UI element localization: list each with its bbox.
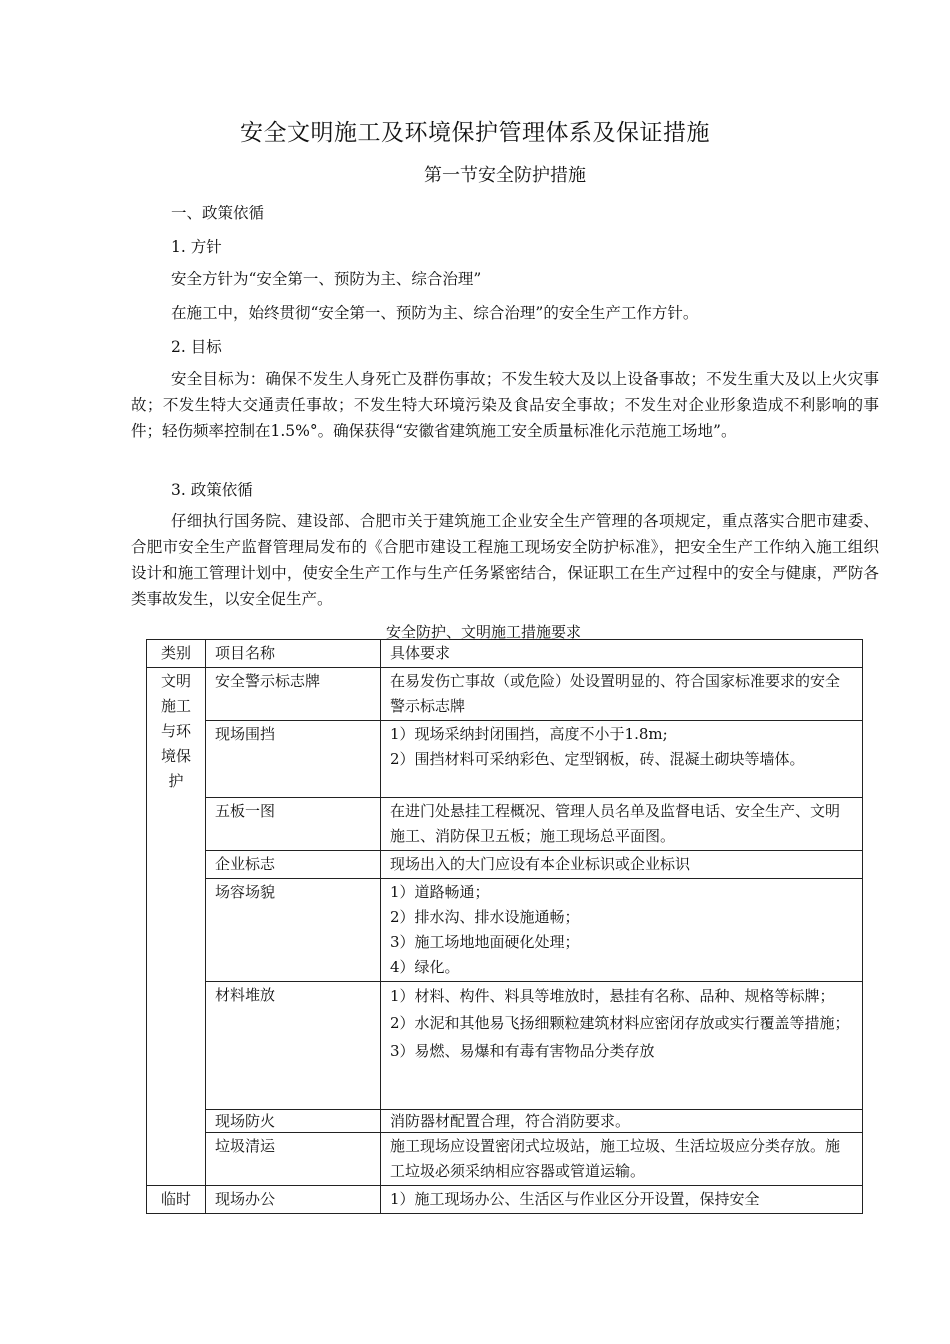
heading-policy-basis: 一、政策依循	[171, 204, 265, 222]
table-caption: 安全防护、文明施工措施要求	[386, 623, 582, 641]
heading-basis: 3. 政策依循	[171, 481, 253, 499]
section-title: 第一节安全防护措施	[424, 165, 586, 186]
measures-table	[146, 639, 863, 1214]
table-row	[147, 1110, 863, 1133]
requirement-line: 2）围挡材料可采纳彩色、定型钢板，砖、混凝土砌块等墙体。	[390, 750, 805, 768]
requirement	[381, 851, 863, 879]
table-row	[147, 668, 863, 721]
table-row	[147, 879, 863, 982]
header-category: 类别	[147, 640, 206, 668]
requirement-line: 1）道路畅通；	[390, 883, 490, 901]
requirement-line: 1）现场采纳封闭围挡，高度不小于1.8m;	[390, 725, 668, 743]
item-name: 场容场貌	[206, 879, 381, 982]
requirement	[381, 1186, 863, 1214]
table-row	[147, 851, 863, 879]
category-civilized-construction	[147, 668, 206, 1186]
requirement-line: 消防器材配置合理，符合消防要求。	[390, 1112, 631, 1130]
document-title: 安全文明施工及环境保护管理体系及保证措施	[240, 120, 710, 146]
requirement-line: 在易发伤亡事故（或危险）处设置明显的、符合国家标准要求的安全警示标志牌	[390, 672, 841, 715]
category-temporary: 临时	[147, 1186, 206, 1214]
table-row	[147, 982, 863, 1110]
header-requirement: 具体要求	[381, 640, 863, 668]
requirement-line: 施工现场应设置密闭式垃圾站，施工垃圾、生活垃圾应分类存放。施工垃圾必须采纳相应容器或管道运输。	[390, 1137, 841, 1180]
goal-paragraph: 安全目标为：确保不发生人身死亡及群伤事故；不发生较大及以上设备事故；不发生重大及以上火灾事故；不发生特大交通责任事故；不发生特大环境污染及食品安全事故；不发生对企业形象造成不利影响的事件；轻伤频率控制在1.5%°。确保获得“安徽省建筑施工安全质量标准化示范施工场地”。	[131, 370, 879, 440]
category-line: 施工	[160, 697, 191, 715]
category-line: 护	[168, 772, 184, 790]
category-line: 文明	[160, 672, 191, 690]
category-line: 与环	[160, 722, 191, 740]
category-line: 境保	[160, 747, 191, 765]
requirement-line: 现场出入的大门应设有本企业标识或企业标识	[390, 855, 691, 873]
requirement-line: 4）绿化。	[390, 958, 460, 976]
table-row	[147, 1186, 863, 1214]
table-row	[147, 798, 863, 851]
table-row	[147, 1133, 863, 1186]
requirement	[381, 798, 863, 851]
requirement-line: 2）水泥和其他易飞扬细颗粒建筑材料应密闭存放或实行覆盖等措施；	[390, 1014, 850, 1032]
item-name: 安全警示标志牌	[206, 668, 381, 721]
requirement	[381, 721, 863, 798]
item-name: 材料堆放	[206, 982, 381, 1110]
requirement	[381, 879, 863, 982]
item-name: 现场防火	[206, 1110, 381, 1133]
basis-paragraph: 仔细执行国务院、建设部、合肥市关于建筑施工企业安全生产管理的各项规定，重点落实合肥市建委、合肥市安全生产监督管理局发布的《合肥市建设工程施工现场安全防护标准》，把安全生产工作纳入施工组织设计和施工管理计划中，使安全生产工作与生产任务紧密结合，保证职工在生产过程中的安全与健康，严防各类事故发生，以安全促生产。	[131, 512, 879, 608]
heading-policy: 1. 方针	[171, 238, 222, 256]
policy-paragraph-2: 在施工中，始终贯彻“安全第一、预防为主、综合治理”的安全生产工作方针。	[171, 304, 699, 322]
requirement-line: 1）施工现场办公、生活区与作业区分开设置，保持安全	[390, 1190, 760, 1208]
requirement	[381, 982, 863, 1110]
requirement-line: 在进门处悬挂工程概况、管理人员名单及监督电话、安全生产、文明施工、消防保卫五板；施工现场总平面图。	[390, 802, 841, 845]
item-name: 企业标志	[206, 851, 381, 879]
item-name: 五板一图	[206, 798, 381, 851]
table-header-row	[147, 640, 863, 668]
header-item: 项目名称	[206, 640, 381, 668]
requirement	[381, 1133, 863, 1186]
requirement-line: 3）易燃、易爆和有毒有害物品分类存放	[390, 1042, 655, 1059]
item-name: 现场办公	[206, 1186, 381, 1214]
item-name: 垃圾清运	[206, 1133, 381, 1186]
requirement-line: 3）施工场地地面硬化处理；	[390, 933, 580, 951]
heading-goal: 2. 目标	[171, 338, 222, 356]
requirement	[381, 668, 863, 721]
requirement-line: 2）排水沟、排水设施通畅；	[390, 908, 580, 926]
table-row	[147, 721, 863, 798]
requirement	[381, 1110, 863, 1133]
policy-paragraph-1: 安全方针为“安全第一、预防为主、综合治理”	[171, 270, 482, 288]
item-name: 现场围挡	[206, 721, 381, 798]
requirement-line: 1）材料、构件、料具等堆放时，悬挂有名称、品种、规格等标牌；	[390, 987, 835, 1005]
